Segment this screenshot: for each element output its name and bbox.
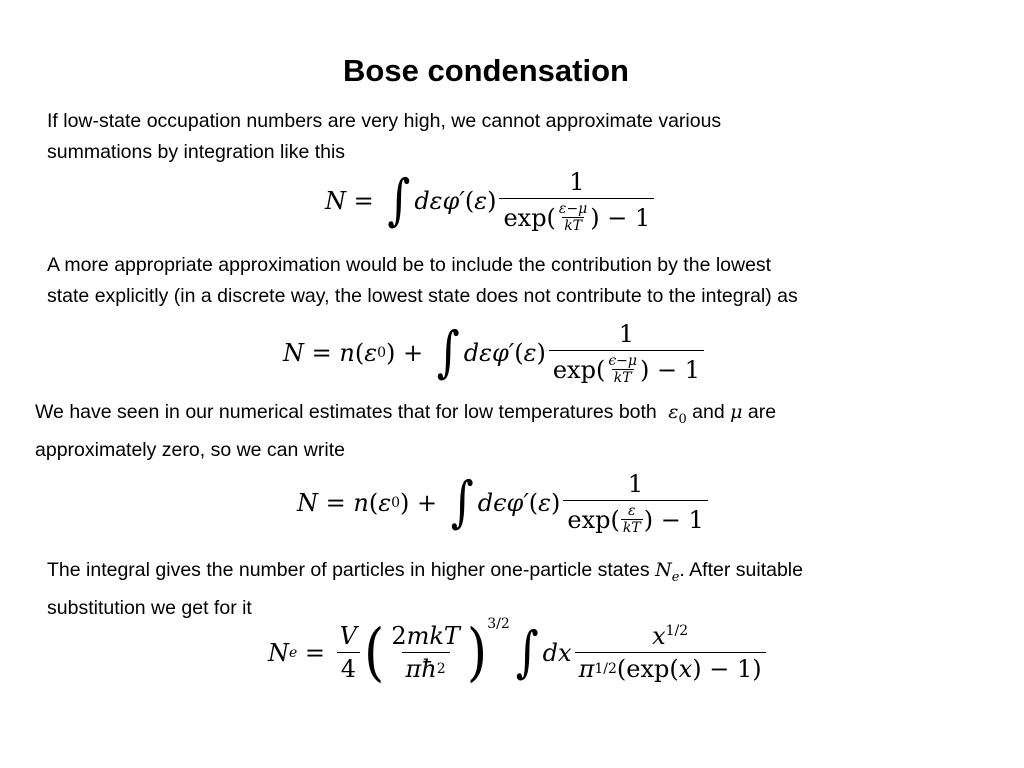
paragraph-4-text-b: . After suitable (679, 559, 803, 581)
equation-1: N = ∫ dεφ′ ( ε ) 1 exp( $\frac{\varepsilon-\mu}{kT}$ ) − 1 (325, 168, 657, 234)
epsilon-zero-symbol: $\varepsilon_0$ (662, 401, 687, 427)
paragraph-2-line-2: state explicitly (in a discrete way, the lowest state does not contribute to the integral) as (47, 285, 798, 307)
paragraph-2-line-1: A more appropriate approximation would be to include the contribution by the lowest (47, 254, 772, 276)
paragraph-3-text-c: are (747, 401, 777, 423)
paragraph-1 (47, 106, 721, 168)
equation-3: N = n ( ε 0 ) + ∫ dϵφ′ ( ε ) 1 exp( $\frac{\varepsilon}{kT}$ ) − 1 (297, 470, 711, 536)
paragraph-3-text-a: We have seen in our numerical estimates that for low temperatures both (35, 401, 657, 423)
n-e-symbol: $N_e$ (655, 559, 680, 585)
mu-symbol: μ (730, 401, 743, 423)
paragraph-4-line-1 (47, 555, 803, 593)
paragraph-3-line-1 (35, 397, 776, 435)
slide-title: Bose condensation (343, 53, 629, 88)
paragraph-4-text-a: The integral gives the number of particles in higher one-particle states (47, 559, 650, 581)
paragraph-1-line-1: If low-state occupation numbers are very high, we cannot approximate various (47, 110, 722, 132)
paragraph-4 (47, 555, 803, 624)
paragraph-1-line-2: summations by integration like this (47, 141, 346, 163)
paragraph-3-text-b: and (692, 401, 725, 423)
equation-4: N e = $\frac{V}{4}$ ( 2mkT πħ 2 ) $^{3/2}$ ∫ dx $x^{1/2}$ π 1/2 (exp( x ) − 1) (268, 622, 769, 683)
paragraph-4-line-2: substitution we get for it (47, 596, 252, 619)
equation-2: N = n ( ε 0 ) + ∫ dεφ′ ( ε ) 1 exp( $\frac{\epsilon-\mu}{kT}$ ) − 1 (283, 320, 707, 386)
paragraph-2 (47, 250, 798, 312)
paragraph-3 (35, 397, 776, 466)
paragraph-3-line-2: approximately zero, so we can write (35, 438, 345, 461)
